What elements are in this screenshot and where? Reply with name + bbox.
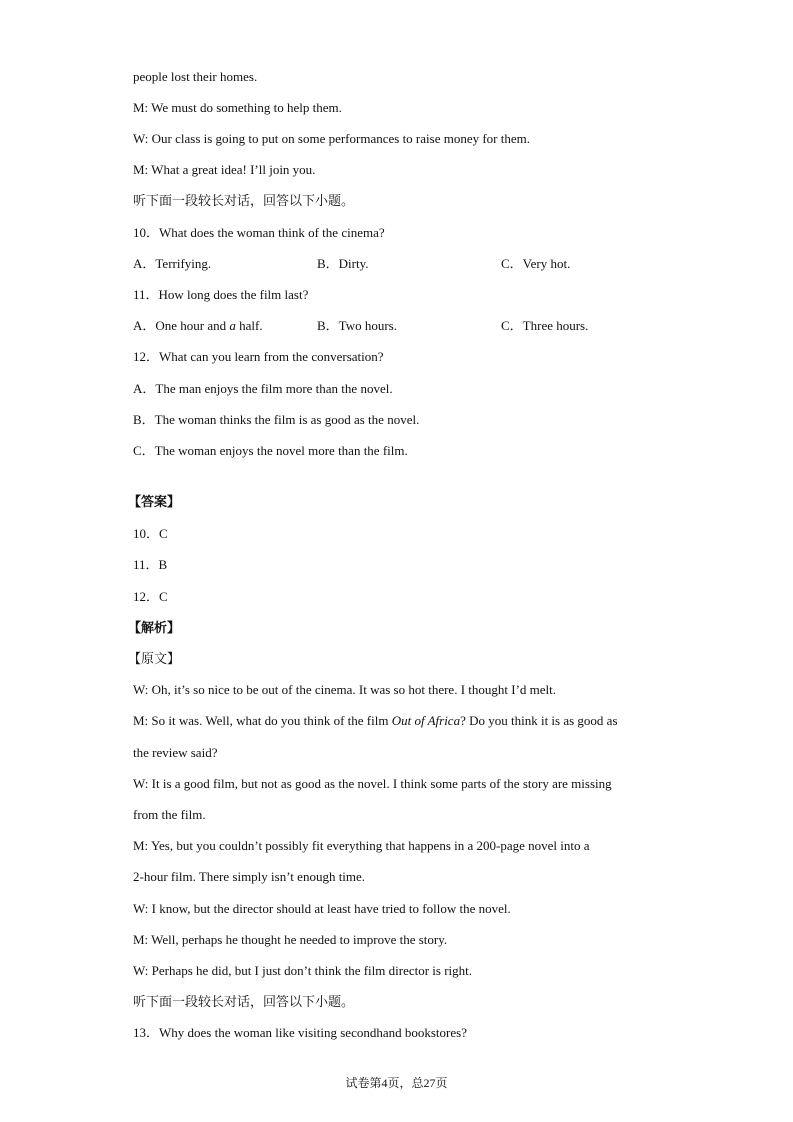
q11-option-a: A．One hour and a half. (133, 318, 263, 333)
answer-item: 10．C (133, 526, 168, 541)
text-line: people lost their homes. (133, 69, 258, 84)
instruction-line: 听下面一段较长对话，回答以下小题。 (133, 193, 355, 208)
question-13: 13．Why does the woman like visiting secondhand bookstores? (133, 1025, 467, 1040)
question-10: 10．What does the woman think of the cinema? (133, 225, 385, 240)
transcript-line: M: Yes, but you couldn’t possibly fit everything that happens in a 200-page novel into a (133, 838, 590, 853)
answer-heading: 【答案】 (128, 494, 181, 509)
answer-item: 11．B (133, 557, 168, 572)
film-title: Out of Africa (391, 713, 461, 728)
text-line: W: Our class is going to put on some performances to raise money for them. (133, 131, 531, 146)
text-line: M: We must do something to help them. (133, 100, 342, 115)
q12-option-c: C．The woman enjoys the novel more than the film. (133, 443, 408, 458)
original-heading: 【原文】 (128, 651, 181, 666)
question-11: 11．How long does the film last? (133, 287, 309, 302)
q10-option-b: B．Dirty. (317, 256, 369, 271)
q12-option-a: A．The man enjoys the film more than the novel. (133, 381, 393, 396)
transcript-line: the review said? (133, 745, 218, 760)
text-line: M: What a great idea! I’ll join you. (133, 162, 316, 177)
transcript-line: 2-hour film. There simply isn’t enough time. (133, 869, 366, 884)
page-footer: 试卷第4页，总27页 (345, 1076, 448, 1090)
question-12: 12．What can you learn from the conversation? (133, 349, 384, 364)
transcript-line: M: So it was. Well, what do you think of the film Out of Africa? Do you think it is as good as (133, 713, 618, 728)
transcript-line: W: It is a good film, but not as good as the novel. I think some parts of the story are missing (133, 776, 612, 791)
q10-option-c: C．Very hot. (501, 256, 571, 271)
q10-option-a: A．Terrifying. (133, 256, 212, 271)
q12-option-b: B．The woman thinks the film is as good as the novel. (133, 412, 420, 427)
answer-item: 12．C (133, 589, 168, 604)
q11-option-b: B．Two hours. (317, 318, 397, 333)
q11-option-c: C．Three hours. (501, 318, 589, 333)
transcript-line: W: I know, but the director should at least have tried to follow the novel. (133, 901, 511, 916)
transcript-line: from the film. (133, 807, 206, 822)
transcript-line: M: Well, perhaps he thought he needed to improve the story. (133, 932, 448, 947)
analysis-heading: 【解析】 (128, 620, 181, 635)
transcript-line: W: Perhaps he did, but I just don’t think the film director is right. (133, 963, 473, 978)
transcript-line: W: Oh, it’s so nice to be out of the cinema. It was so hot there. I thought I’d melt. (133, 682, 557, 697)
instruction-line: 听下面一段较长对话，回答以下小题。 (133, 994, 355, 1009)
